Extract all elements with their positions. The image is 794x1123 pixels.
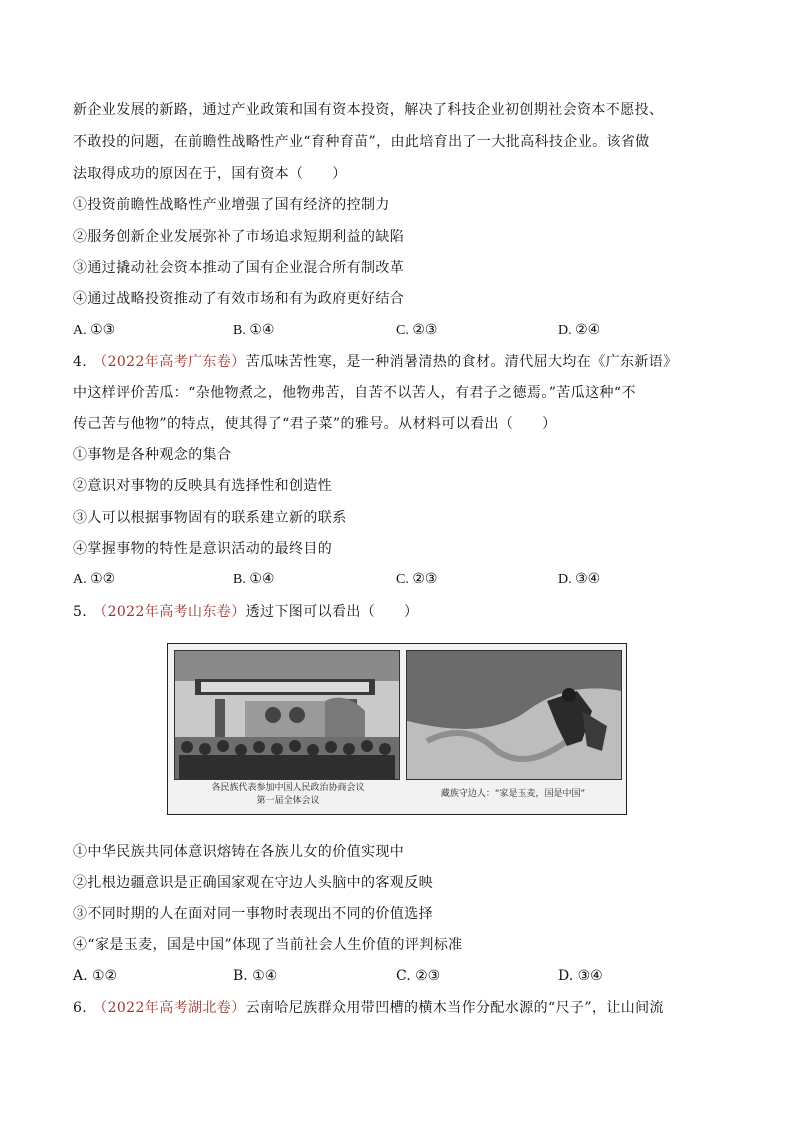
q4-option-c[interactable]: C. ②③: [396, 572, 438, 587]
q4-option-d[interactable]: D. ③④: [558, 572, 601, 587]
q6-stem-first: 云南哈尼族群众用带凹槽的横木当作分配水源的“尺子”，让山间流: [245, 1000, 664, 1016]
q3-stem-line-1: 新企业发展的新路，通过产业政策和国有资本投资，解决了科技企业初创期社会资本不愿投、: [73, 102, 664, 118]
q3-option-a[interactable]: A. ①③: [73, 323, 116, 338]
q4-options: [73, 569, 733, 591]
q5-stem-line-1: [73, 601, 418, 623]
q3-item-1: ①投资前瞻性战略性产业增强了国有经济的控制力: [73, 197, 390, 213]
q4-option-b[interactable]: B. ①④: [233, 572, 275, 587]
left-photo-caption: [178, 782, 398, 808]
q3-option-b[interactable]: B. ①④: [233, 323, 275, 338]
q5-option-c[interactable]: C. ②③: [396, 968, 441, 984]
q4-item-3: ③人可以根据事物固有的联系建立新的联系: [73, 510, 347, 526]
q5-stem-first: 透过下图可以看出（ ）: [245, 604, 419, 620]
q6-stem-line-1: [73, 997, 664, 1019]
cppcc-meeting-photo: [174, 650, 400, 780]
q3-option-d[interactable]: D. ②④: [558, 323, 601, 338]
q4-stem-line-1: [73, 351, 678, 373]
q5-item-2: ②扎根边疆意识是正确国家观在守边人头脑中的客观反映: [73, 875, 433, 891]
q5-option-a[interactable]: A. ①②: [73, 968, 118, 984]
q5-option-b[interactable]: B. ①④: [233, 968, 278, 984]
q5-source: （2022年高考山东卷）: [93, 604, 246, 620]
q3-stem-line-2: 不敢投的问题，在前瞻性战略性产业“育种育苗”，由此培育出了一大批高科技企业。该省做: [73, 134, 650, 150]
q5-figure: [167, 643, 627, 815]
q4-option-a[interactable]: A. ①②: [73, 572, 116, 587]
q4-number: 4.: [73, 354, 88, 370]
q3-options: [73, 320, 733, 342]
q5-options: [73, 965, 733, 987]
q3-item-4: ④通过战略投资推动了有效市场和有为政府更好结合: [73, 291, 405, 307]
q3-item-2: ②服务创新企业发展弥补了市场追求短期利益的缺陷: [73, 229, 405, 245]
q4-stem-first: 苦瓜味苦性寒，是一种消暑清热的食材。清代屈大均在《广东新语》: [245, 354, 678, 370]
q5-option-d[interactable]: D. ③④: [558, 968, 603, 984]
q3-item-3: ③通过撬动社会资本推动了国有企业混合所有制改革: [73, 260, 405, 276]
q4-stem-line-3: 传己苦与他物”的特点，使其得了“君子菜”的雅号。从材料可以看出（ ）: [73, 416, 557, 432]
q5-item-1: ①中华民族共同体意识熔铸在各族儿女的价值实现中: [73, 844, 405, 860]
q5-item-4: ④“家是玉麦，国是中国”体现了当前社会人生价值的评判标准: [73, 937, 463, 953]
q5-item-3: ③不同时期的人在面对同一事物时表现出不同的价值选择: [73, 906, 433, 922]
right-photo-caption: 藏族守边人：“家是玉麦，国是中国”: [440, 789, 586, 799]
q3-stem-line-3: 法取得成功的原因在于，国有资本（ ）: [73, 166, 347, 182]
q3-option-c[interactable]: C. ②③: [396, 323, 438, 338]
q5-number: 5.: [73, 604, 88, 620]
q4-item-4: ④掌握事物的特性是意识活动的最终目的: [73, 541, 333, 557]
q4-stem-line-2: 中这样评价苦瓜：“杂他物煮之，他物弗苦，自苦不以苦人，有君子之德焉。”苦瓜这种“不: [73, 385, 636, 401]
left-caption-line-1: 各民族代表参加中国人民政治协商会议: [211, 783, 365, 793]
q4-item-1: ①事物是各种观念的集合: [73, 447, 232, 463]
border-guard-photo: [406, 650, 622, 780]
q6-source: （2022年高考湖北卷）: [93, 1000, 246, 1016]
left-caption-line-2: 第一届全体会议: [256, 796, 320, 806]
q6-number: 6.: [73, 1000, 88, 1016]
q4-source: （2022年高考广东卷）: [93, 354, 246, 370]
q4-item-2: ②意识对事物的反映具有选择性和创造性: [73, 478, 333, 494]
